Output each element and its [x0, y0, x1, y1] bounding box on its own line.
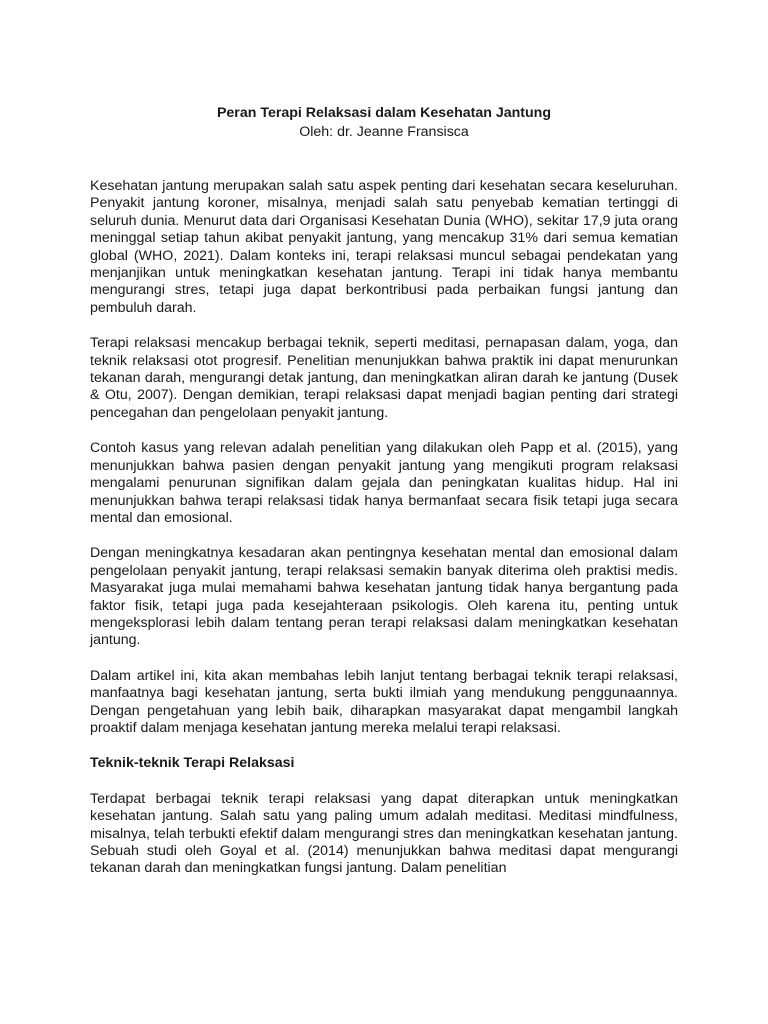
paragraph-article-scope: Dalam artikel ini, kita akan membahas lebih lanjut tentang berbagai teknik terapi relaksasi, manfaatnya bagi kesehatan jantung, serta bukti ilmiah yang mendukung penggunaannya. Dengan pengetahuan yang lebih baik, diharapkan masyarakat dapat mengambil langkah proaktif dalam menjaga kesehatan jantung mereka melalui terapi relaksasi. — [90, 667, 678, 736]
paragraph-techniques-overview: Terapi relaksasi mencakup berbagai teknik, seperti meditasi, pernapasan dalam, yoga, dan teknik relaksasi otot progresif. Penelitian menunjukkan bahwa praktik ini dapat menurunkan tekanan darah, mengurangi detak jantung, dan meningkatkan aliran darah ke jantung (Dusek & Otu, 2007). Dengan demikian, terapi relaksasi dapat menjadi bagian penting dari strategi pencegahan dan pengelolaan penyakit jantung. — [90, 335, 678, 421]
paragraph-intro: Kesehatan jantung merupakan salah satu aspek penting dari kesehatan secara keseluruhan. Penyakit jantung koroner, misalnya, menjadi salah satu penyebab kematian tertinggi di seluruh dunia. Menurut data dari Organisasi Kesehatan Dunia (WHO), sekitar 17,9 juta orang meninggal setiap tahun akibat penyakit jantung, yang mencakup 31% dari semua kematian global (WHO, 2021). Dalam konteks ini, terapi relaksasi muncul sebagai pendekatan yang menjanjikan untuk meningkatkan kesehatan jantung. Terapi ini tidak hanya membantu mengurangi stres, tetapi juga dapat berkontribusi pada perbaikan fungsi jantung dan pembuluh darah. — [90, 178, 678, 316]
paragraph-awareness: Dengan meningkatnya kesadaran akan pentingnya kesehatan mental dan emosional dalam pengelolaan penyakit jantung, terapi relaksasi semakin banyak diterima oleh praktisi medis. Masyarakat juga mulai memahami bahwa kesehatan jantung tidak hanya bergantung pada faktor fisik, tetapi juga pada kesejahteraan psikologis. Oleh karena itu, penting untuk mengeksplorasi lebih dalam tentang peran terapi relaksasi dalam meningkatkan kesehatan jantung. — [90, 545, 678, 649]
document-page — [90, 104, 678, 896]
document-author: Oleh: dr. Jeanne Fransisca — [299, 124, 469, 140]
paragraph-section-body: Terdapat berbagai teknik terapi relaksasi yang dapat diterapkan untuk meningkatkan kesehatan jantung. Salah satu yang paling umum adalah meditasi. Meditasi mindfulness, misalnya, telah terbukti efektif dalam mengurangi stres dan meningkatkan kesehatan jantung. Sebuah studi oleh Goyal et al. (2014) menunjukkan bahwa meditasi dapat mengurangi tekanan darah dan meningkatkan fungsi jantung. Dalam penelitian — [90, 790, 678, 877]
section-heading: Teknik-teknik Terapi Relaksasi — [90, 755, 295, 772]
document-title: Peran Terapi Relaksasi dalam Kesehatan Jantung — [216, 105, 552, 121]
paragraph-case-study: Contoh kasus yang relevan adalah penelitian yang dilakukan oleh Papp et al. (2015), yang menunjukkan bahwa pasien dengan penyakit jantung yang mengikuti program relaksasi mengalami penurunan signifikan dalam gejala dan peningkatan kualitas hidup. Hal ini menunjukkan bahwa terapi relaksasi tidak hanya bermanfaat secara fisik tetapi juga secara mental dan emosional. — [90, 440, 678, 526]
